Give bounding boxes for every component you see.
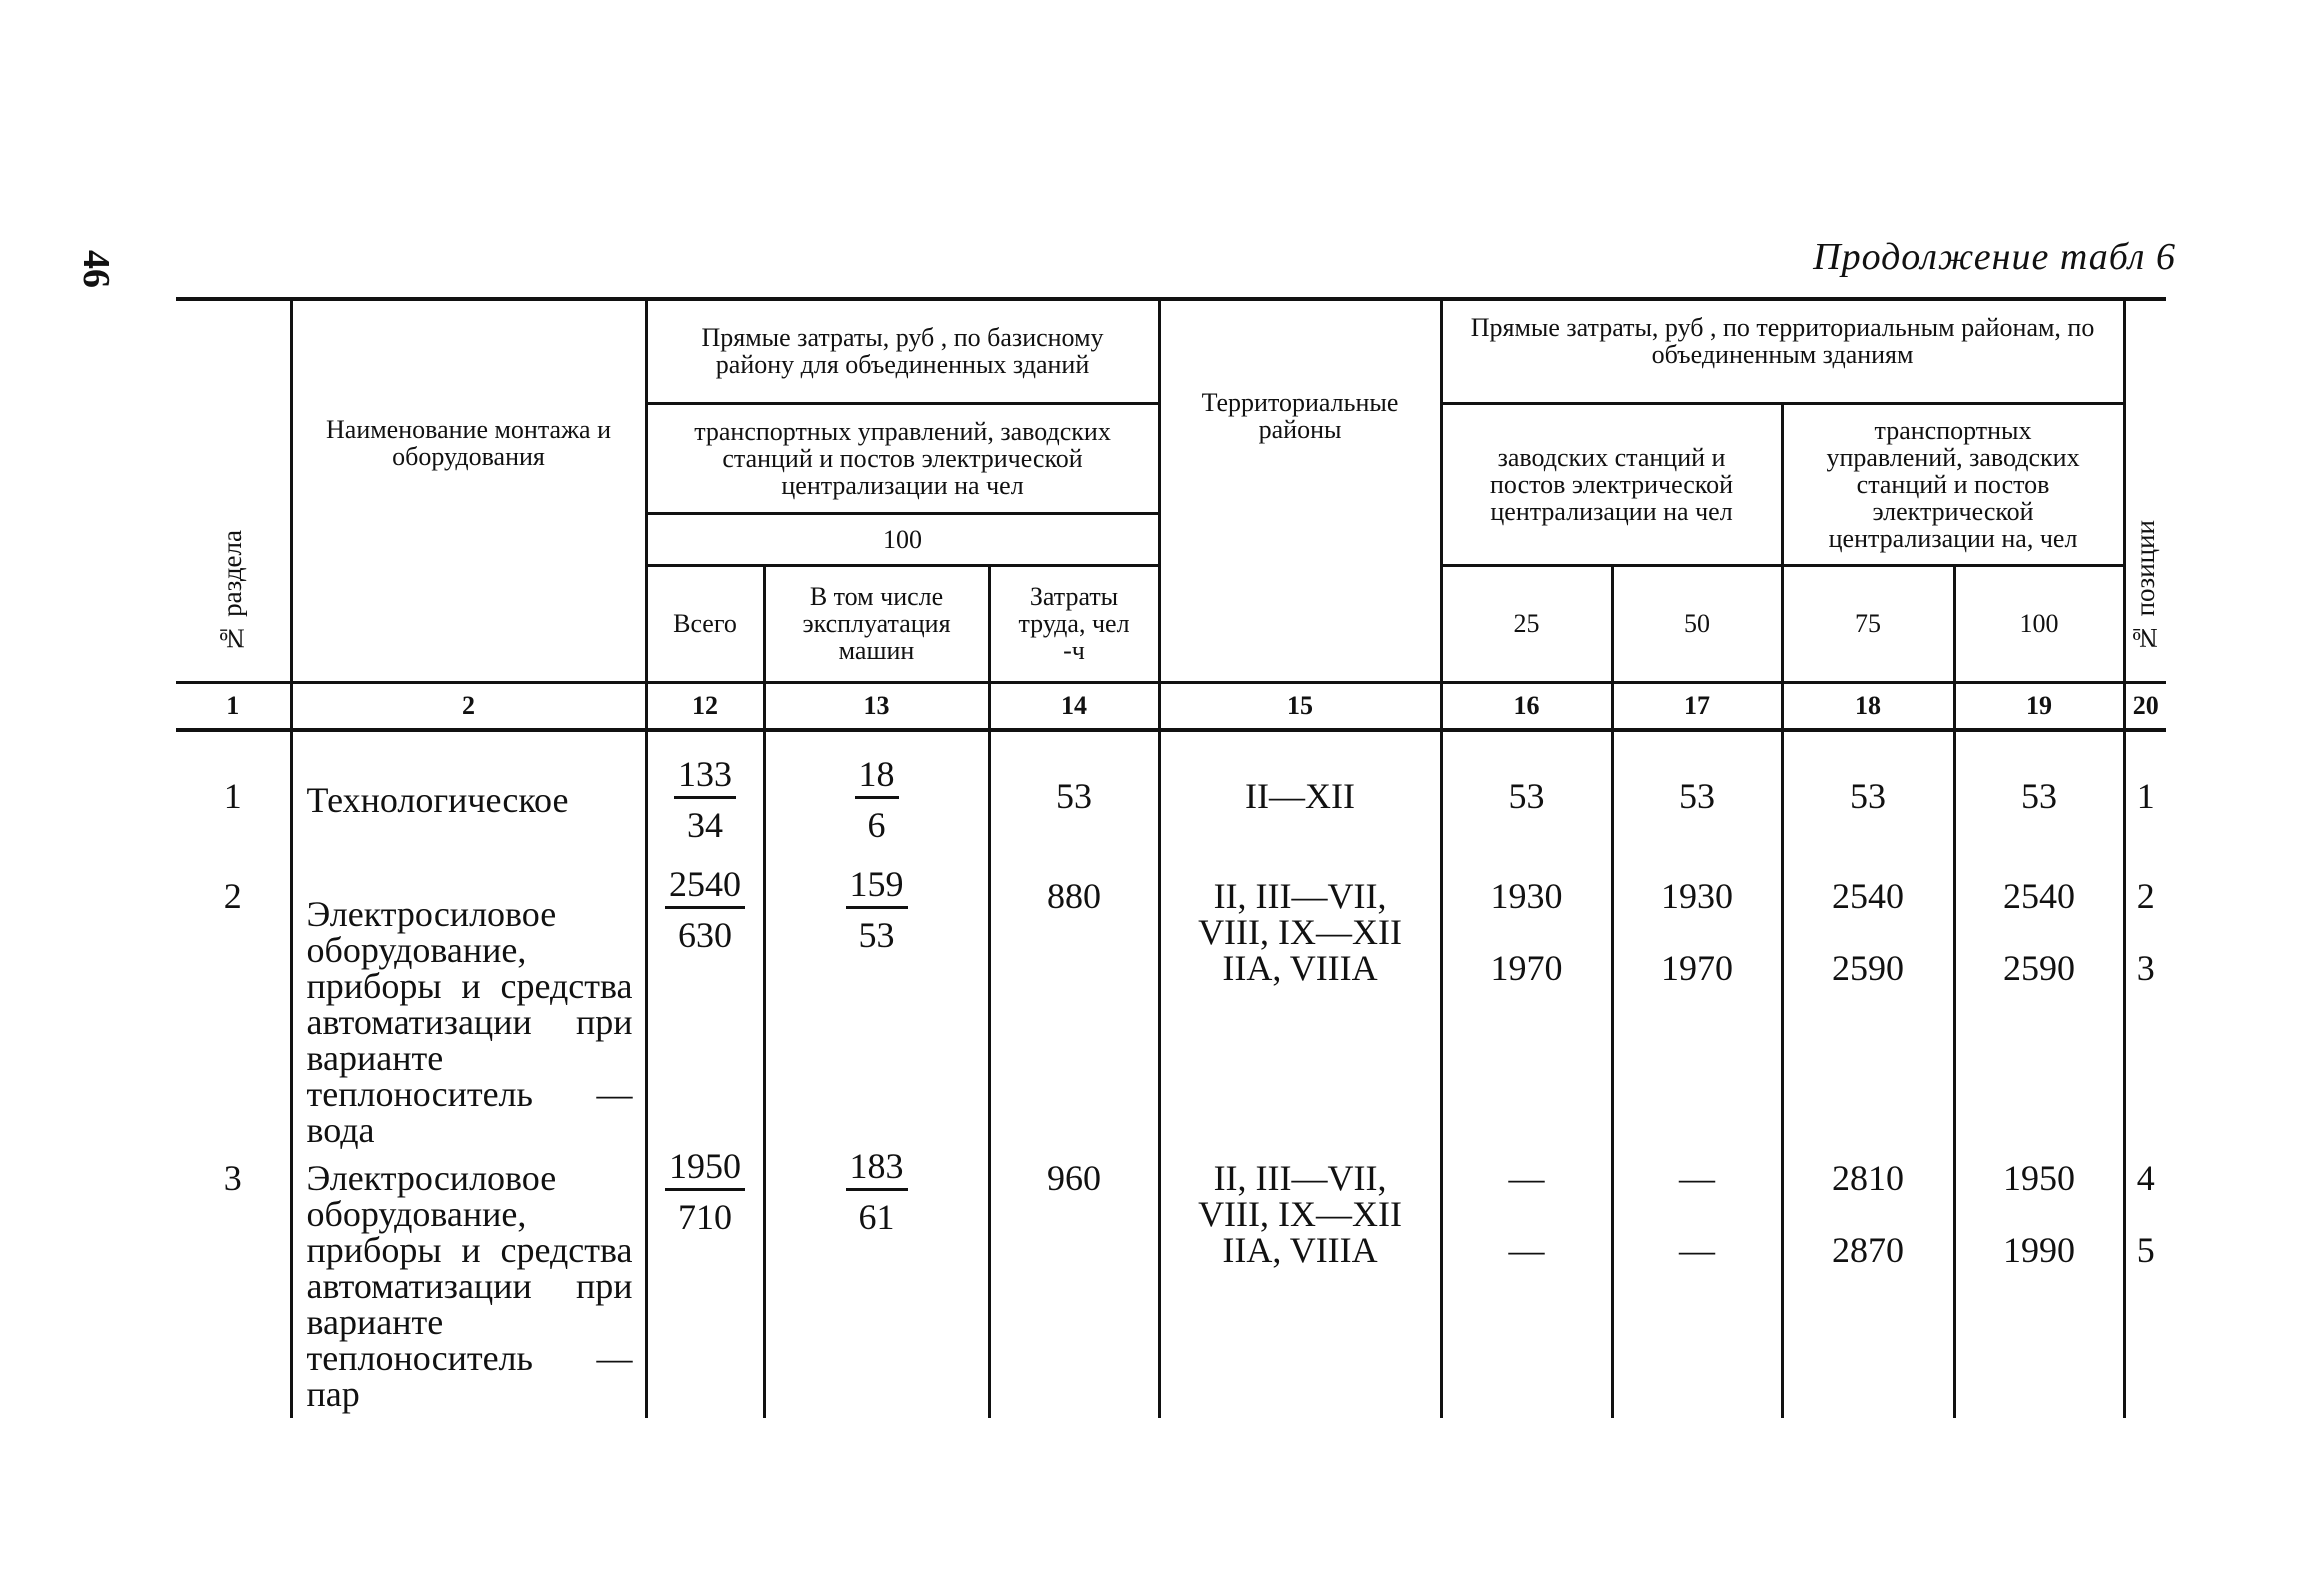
region-range: II, III—VII, VIII, IX—XII [1198,1157,1402,1234]
machine-cost-cell [764,1145,989,1418]
position-cell [2124,866,2166,1148]
region-list [1159,738,1441,866]
total-wages: 34 [687,804,723,845]
column-number: 12 [646,682,764,730]
region-range: IIA, VIIIA [1222,1229,1378,1270]
column-number: 18 [1782,682,1954,730]
cost-value: 2870 [1832,1229,1905,1270]
cost-col-18 [1782,738,1954,866]
section-number: 3 [223,1157,242,1198]
header-transport-group: транспортных управлений, заводских станций и постов электрической централизации на, чел [1782,403,2124,565]
position-number: 5 [2136,1229,2155,1270]
header-territorial-group: Прямые затраты, руб , по территориальным районам, по объединенным зданиям [1441,299,2124,403]
cost-value: 2810 [1832,1157,1905,1198]
cost-value: 1970 [1490,947,1563,988]
cost-value: — [1508,1229,1545,1270]
column-number: 2 [291,682,646,730]
column-number: 14 [989,682,1159,730]
machine-wages: 61 [858,1196,895,1237]
labor-cost: 53 [989,738,1159,866]
total-cost: 2540 [665,866,745,909]
cost-col-16 [1441,866,1612,1148]
header-machines: В том числе эксплуатация машин [764,565,989,682]
cost-value: 2540 [1832,875,1905,916]
position-number: 2 [2136,875,2155,916]
cost-value: 1970 [1661,947,1734,988]
machine-cost: 18 [855,756,899,799]
total-cost: 133 [674,756,736,799]
header-factory-group: заводских станций и постов электрической централизации на чел [1441,403,1782,565]
labor-cost: 960 [989,1148,1159,1418]
total-cost: 1950 [665,1148,745,1191]
header-col-75: 75 [1782,565,1954,682]
cost-value: 2590 [1832,947,1905,988]
cost-col-17 [1612,866,1782,1148]
header-basic-sub: транспортных управлений, заводских станций и постов электрической централизации на чел [646,403,1159,513]
cost-col-18 [1782,1148,1954,1418]
position-number: 3 [2136,947,2155,988]
page-number: 46 [75,250,117,288]
cost-col-19 [1954,738,2124,866]
header-labor: Затраты труда, чел -ч [989,565,1159,682]
column-number: 1 [176,682,291,730]
column-number: 13 [764,682,989,730]
header-basic-count: 100 [646,513,1159,565]
header-col-25: 25 [1441,565,1612,682]
cost-table [176,297,2166,1418]
region-range: II, III—VII, VIII, IX—XII [1198,875,1402,952]
region-list [1159,866,1441,1148]
cost-col-19 [1954,1148,2124,1418]
cost-value: — [1508,1157,1545,1198]
header-section-no-label: № раздела [217,529,248,654]
machine-cost-cell [764,863,989,1148]
cost-value: 1930 [1490,875,1563,916]
total-cost-cell [646,1145,764,1418]
table-row [176,738,2166,866]
region-range: IIA, VIIIA [1222,947,1378,988]
cost-value: 53 [1508,775,1545,816]
position-number: 1 [2136,775,2155,816]
section-number: 1 [223,775,242,816]
header-col-100: 100 [1954,565,2124,682]
item-name: Технологическое [291,738,646,866]
cost-value: — [1679,1157,1716,1198]
section-number: 2 [223,875,242,916]
position-cell [2124,738,2166,866]
region-list [1159,1148,1441,1418]
position-cell [2124,1148,2166,1418]
labor-cost: 880 [989,866,1159,1148]
total-wages: 630 [678,914,732,955]
cost-value: 2590 [2003,947,2076,988]
table-row [176,866,2166,1148]
column-number: 20 [2124,682,2166,730]
column-number: 15 [1159,682,1441,730]
header-position-no-label: № позиции [2130,520,2161,654]
column-number: 16 [1441,682,1612,730]
item-name: Электросиловое оборудование, приборы и средства автоматизации при варианте теплоноситель — пар [291,1148,646,1418]
cost-value: 2540 [2003,875,2076,916]
header-total: Всего [646,565,764,682]
table-row [176,1148,2166,1418]
cost-value: — [1679,1229,1716,1270]
header-basic-group: Прямые затраты, руб , по базисному району для объединенных зданий [646,299,1159,403]
item-name: Электросиловое оборудование, приборы и средства автоматизации при варианте теплоноситель — вода [291,866,646,1148]
header-section-no [176,299,291,682]
cost-col-17 [1612,738,1782,866]
machine-cost: 159 [846,866,908,909]
machine-cost: 183 [846,1148,908,1191]
header-position-no [2124,299,2166,682]
cost-col-19 [1954,866,2124,1148]
machine-wages: 6 [867,804,886,845]
region-range: II—XII [1245,775,1355,816]
cost-value: 1990 [2003,1229,2076,1270]
total-cost-cell [646,738,764,866]
continuation-title: Продолжение табл 6 [1813,236,2176,278]
column-number: 17 [1612,682,1782,730]
cost-value: 53 [1679,775,1716,816]
total-wages: 710 [678,1196,732,1237]
header-regions: Территориальные районы [1159,299,1441,682]
machine-wages: 53 [858,914,895,955]
cost-value: 53 [2021,775,2058,816]
cost-value: 1950 [2003,1157,2076,1198]
cost-table-container [176,297,2166,1418]
position-number: 4 [2136,1157,2155,1198]
cost-col-17 [1612,1148,1782,1418]
header-name: Наименование монтажа и оборудования [291,299,646,682]
cost-value: 1930 [1661,875,1734,916]
cost-col-18 [1782,866,1954,1148]
cost-col-16 [1441,1148,1612,1418]
header-col-50: 50 [1612,565,1782,682]
machine-cost-cell [764,738,989,866]
cost-value: 53 [1850,775,1887,816]
total-cost-cell [646,863,764,1148]
column-number: 19 [1954,682,2124,730]
column-number-row [176,682,2166,730]
cost-col-16 [1441,738,1612,866]
